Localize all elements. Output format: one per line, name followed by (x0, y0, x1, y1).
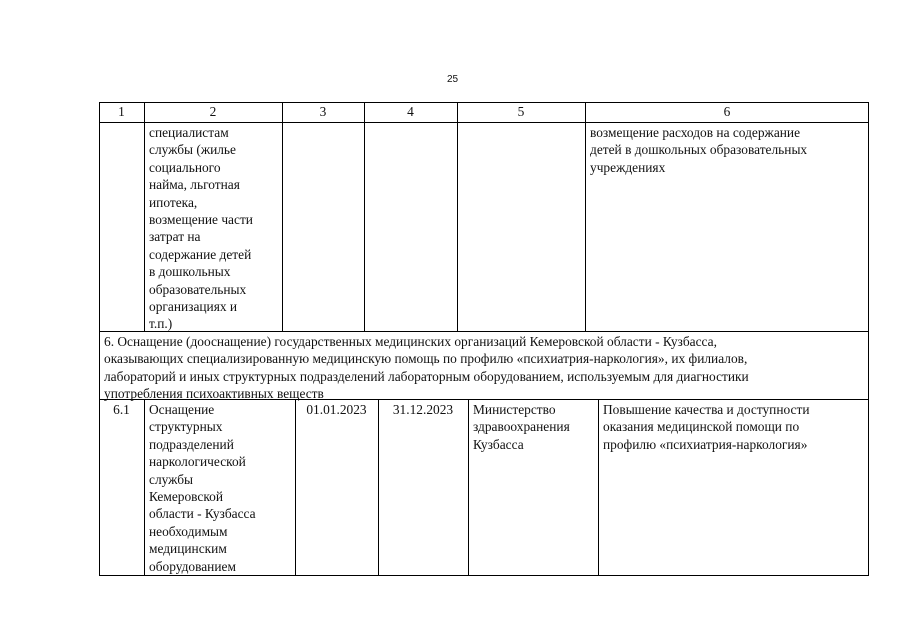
col-divider (282, 102, 283, 331)
col-divider (364, 102, 365, 331)
section-heading: 6. Оснащение (дооснащение) государственных медицинских организаций Кемеровской области - Кузбасса, оказывающих специализированную медицинскую помощь по профилю «психиатрия-наркология», их филиалов, лабораторий и иных структурных подразделений лабораторным оборудованием, используемым для диагностики употребления психоактивных веществ (104, 334, 749, 402)
header-col-5: 5 (517, 104, 525, 119)
row-6-1-number: 6.1 (113, 402, 130, 417)
row-6-1-end-date: 31.12.2023 (392, 402, 454, 417)
header-col-1: 1 (118, 104, 125, 119)
header-col-4: 4 (407, 104, 414, 119)
table-bottom-border (99, 575, 869, 576)
header-col-2: 2 (209, 104, 217, 119)
col-divider (457, 102, 458, 331)
row-6-1-name: Оснащение структурных подразделений наркологической службы Кемеровской области - Кузбасса необходимым медицинским оборудованием (149, 402, 256, 574)
page-number: 25 (446, 74, 459, 85)
header-col-6: 6 (723, 104, 731, 119)
row-6-1-executor: Министерство здравоохранения Кузбасса (473, 402, 570, 452)
row-a-result-text: возмещение расходов на содержание детей в дошкольных образовательных учреждениях (590, 125, 808, 175)
plan-table (99, 102, 869, 576)
row-6-1-start-date: 01.01.2023 (306, 402, 367, 417)
header-col-3: 3 (319, 104, 327, 119)
row-6-1-result: Повышение качества и доступности оказания медицинской помощи по профилю «психиатрия-наркология» (603, 402, 810, 452)
row-a-measure-text: специалистам службы (жилье социального найма, льготная ипотека, возмещение части затрат на содержание детей в дошкольных образовательных организациях и т.п.) (149, 125, 253, 332)
